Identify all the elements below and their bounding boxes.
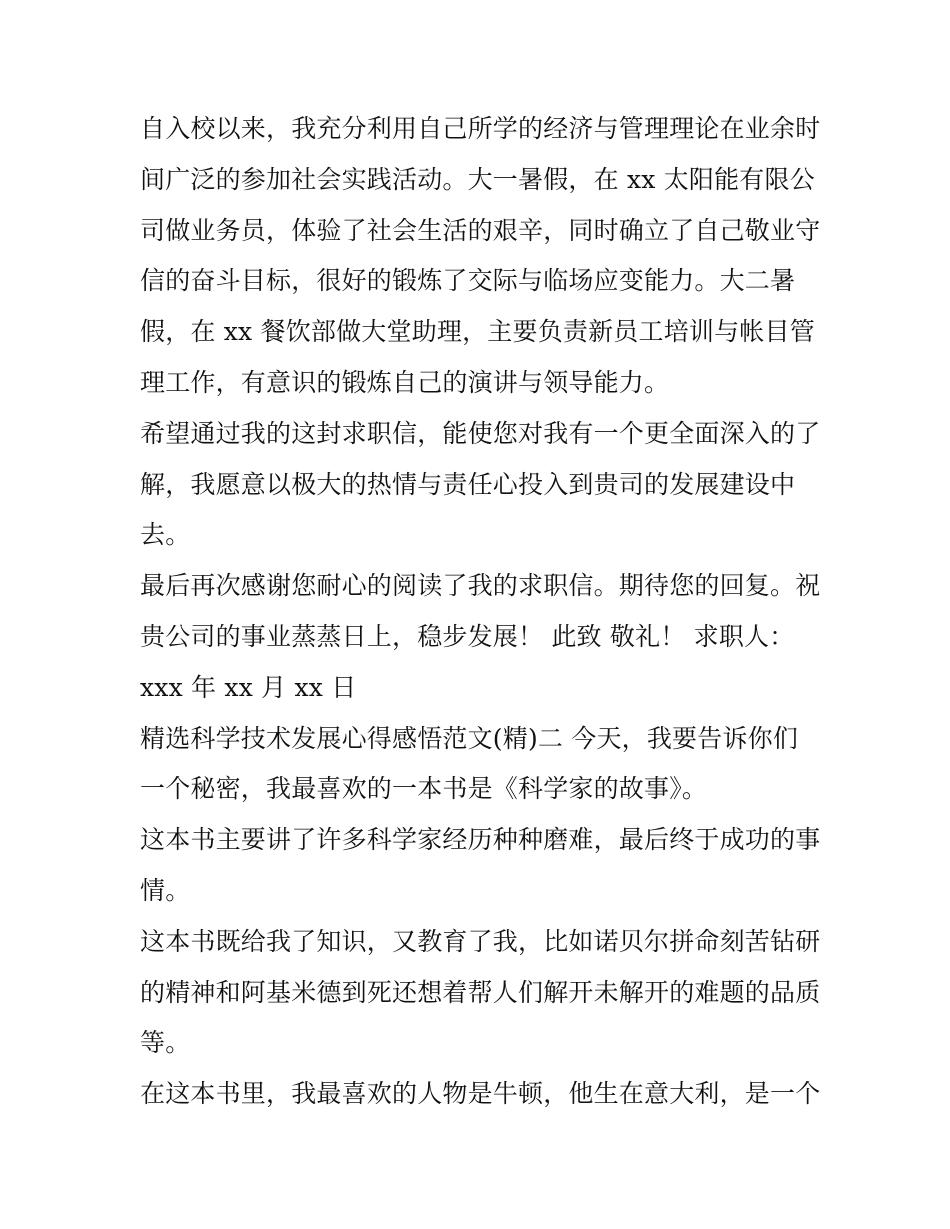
text-line: 一个秘密，我最喜欢的一本书是《科学家的故事》。: [140, 774, 708, 804]
text-line: 间广泛的参加社会实践活动。大一暑假，在 xx 太阳能有限公: [140, 164, 815, 194]
text-line: 贵公司的事业蒸蒸日上，稳步发展！ 此致 敬礼！ 求职人：: [140, 621, 795, 651]
text-line: 最后再次感谢您耐心的阅读了我的求职信。期待您的回复。祝: [140, 571, 821, 601]
text-line: 希望通过我的这封求职信，能使您对我有一个更全面深入的了: [140, 418, 821, 448]
text-line: 的精神和阿基米德到死还想着帮人们解开未解开的难题的品质: [140, 977, 821, 1007]
text-line: 自入校以来，我充分利用自己所学的经济与管理理论在业余时: [140, 114, 821, 143]
text-line: 情。: [140, 875, 191, 905]
text-line: 假，在 xx 餐饮部做大堂助理，主要负责新员工培训与帐目管: [140, 317, 815, 347]
text-line: 精选科学技术发展心得感悟范文(精)二 今天，我要告诉你们: [140, 723, 799, 753]
text-line: 这本书既给我了知识，又教育了我，比如诺贝尔拼命刻苦钻研: [140, 926, 821, 956]
text-line: xxx 年 xx 月 xx 日: [140, 672, 357, 702]
text-line: 等。: [140, 1028, 191, 1058]
text-line: 解，我愿意以极大的热情与责任心投入到贵司的发展建设中: [140, 469, 796, 499]
text-line: 在这本书里，我最喜欢的人物是牛顿，他生在意大利，是一个: [140, 1079, 821, 1109]
text-line: 信的奋斗目标，很好的锻炼了交际与临场应变能力。大二暑: [140, 266, 796, 296]
text-line: 这本书主要讲了许多科学家经历种种磨难，最后终于成功的事: [140, 825, 821, 855]
text-line: 司做业务员，体验了社会生活的艰辛，同时确立了自己敬业守: [140, 215, 821, 245]
text-line: 去。: [140, 520, 191, 550]
document-body: [140, 104, 820, 1120]
text-line: 理工作，有意识的锻炼自己的演讲与领导能力。: [140, 367, 670, 397]
